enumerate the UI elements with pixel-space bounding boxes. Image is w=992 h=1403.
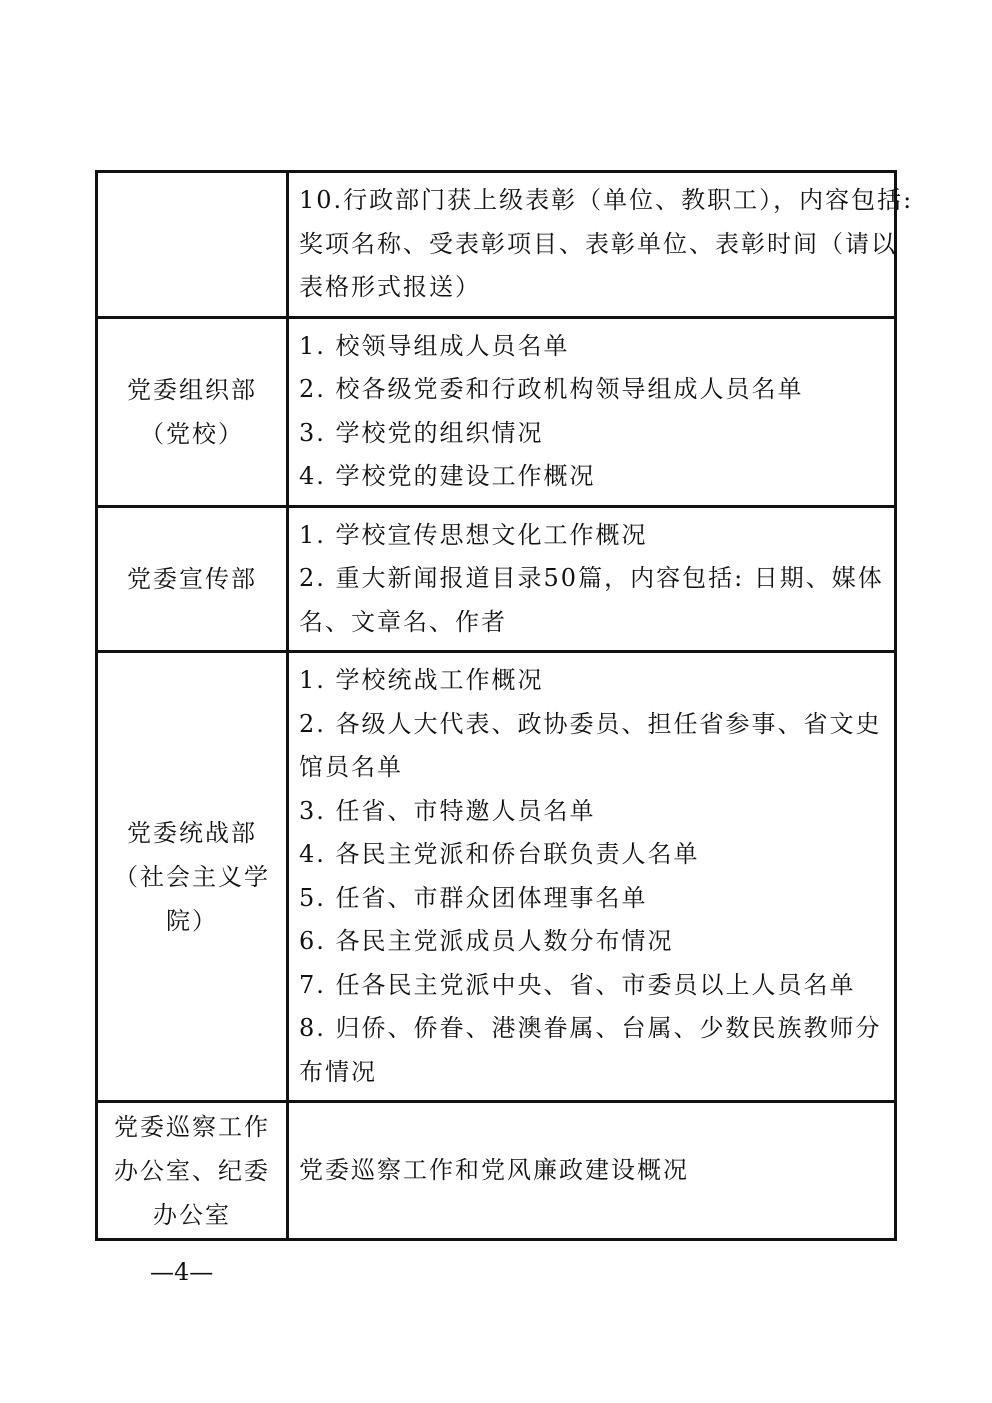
department-cell: [97, 172, 288, 318]
list-item-continuation: 布情况: [299, 1057, 377, 1086]
list-item: 6. 各民主党派成员人数分布情况: [299, 927, 674, 955]
list-item: 2. 校各级党委和行政机构领导组成人员名单: [299, 375, 804, 403]
list-item: 5. 任省、市群众团体理事名单: [299, 883, 648, 912]
department-cell: [97, 1102, 288, 1240]
department-name: 党委统战部: [127, 818, 257, 847]
list-item: 8. 归侨、侨眷、港澳眷属、台属、少数民族教师分: [299, 1014, 882, 1042]
department-cell: [97, 506, 288, 652]
list-item-line: 奖项名称、受表彰项目、表彰单位、表彰时间（请以: [299, 229, 897, 258]
department-name: 党委组织部: [127, 375, 257, 404]
department-name: 党委宣传部: [127, 564, 257, 593]
list-item-line: 10.行政部门获上级表彰（单位、教职工），内容包括:: [299, 186, 914, 214]
department-name: 院）: [166, 906, 218, 935]
table-row: [97, 172, 896, 318]
list-item: 3. 任省、市特邀人员名单: [299, 796, 596, 825]
content-cell: [288, 506, 896, 652]
list-item: 党委巡察工作和党风廉政建设概况: [299, 1155, 689, 1184]
list-item-continuation: 名、文章名、作者: [299, 607, 507, 636]
list-item-line: 表格形式报送）: [299, 273, 481, 301]
list-item: 1. 学校统战工作概况: [299, 666, 544, 694]
list-item: 7. 任各民主党派中央、省、市委员以上人员名单: [299, 970, 856, 999]
department-name: 办公室、纪委: [114, 1156, 270, 1185]
list-item: 4. 各民主党派和侨台联负责人名单: [299, 840, 700, 868]
department-name: （党校）: [140, 419, 244, 448]
list-item: 3. 学校党的组织情况: [299, 418, 544, 447]
content-cell: [288, 652, 896, 1102]
list-item-continuation: 馆员名单: [299, 753, 403, 781]
page-number: —4—: [150, 1258, 214, 1286]
department-name: 办公室: [153, 1200, 231, 1229]
department-name: 党委巡察工作: [114, 1112, 270, 1141]
list-item: 2. 各级人大代表、政协委员、担任省参事、省文史: [299, 709, 882, 738]
list-item: 4. 学校党的建设工作概况: [299, 462, 596, 490]
table-row: [97, 317, 896, 506]
list-item: 1. 学校宣传思想文化工作概况: [299, 520, 648, 549]
table-row: [97, 652, 896, 1102]
content-cell: [288, 317, 896, 506]
department-cell: [97, 317, 288, 506]
table-row: [97, 1102, 896, 1240]
table-row: [97, 506, 896, 652]
list-item: 2. 重大新闻报道目录50篇，内容包括: 日期、媒体: [299, 564, 884, 592]
content-cell: [288, 1102, 896, 1240]
list-item: 1. 校领导组成人员名单: [299, 331, 570, 360]
department-name: （社会主义学: [114, 862, 270, 891]
department-cell: [97, 652, 288, 1102]
content-cell: [288, 172, 914, 318]
requirements-table: [95, 170, 914, 1241]
